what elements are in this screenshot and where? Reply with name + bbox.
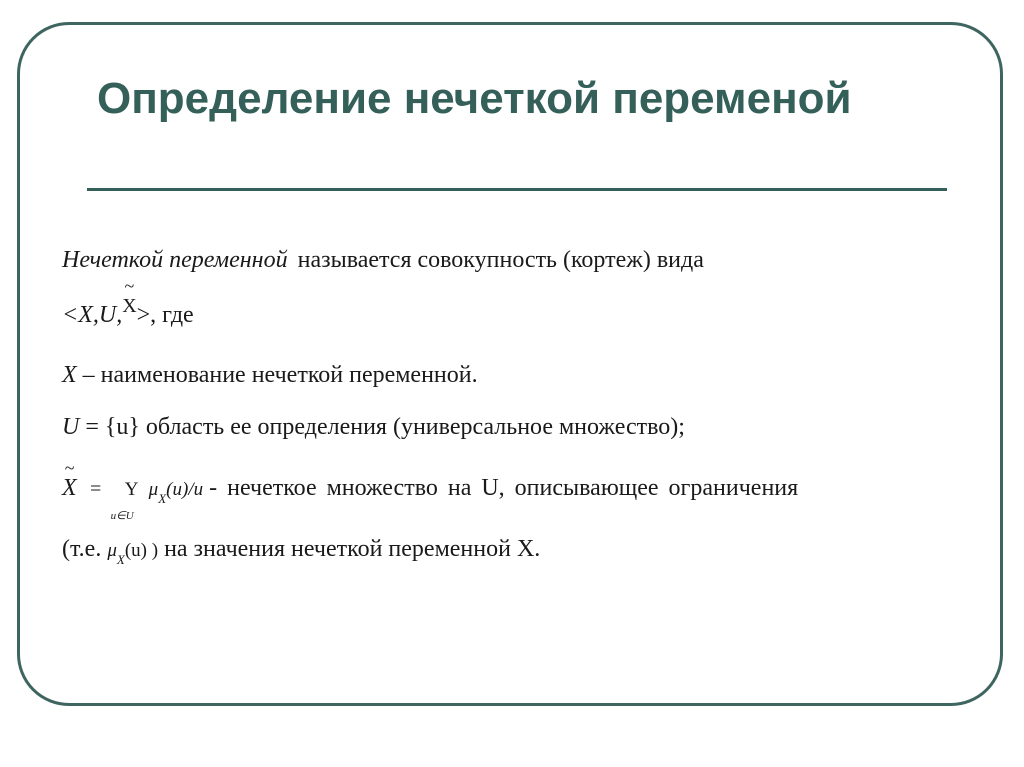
mu-symbol: μ bbox=[148, 479, 159, 500]
ie-open: (т.е. bbox=[62, 536, 102, 562]
definition-line bbox=[62, 245, 704, 275]
tuple-line bbox=[62, 276, 194, 331]
mu-argument: (u)/u bbox=[166, 479, 204, 500]
term-fuzzy-variable: Нечеткой переменной bbox=[62, 247, 288, 273]
constraint-text: на значения нечеткой переменной X. bbox=[164, 536, 541, 562]
tilde-mark: ~ bbox=[124, 276, 135, 296]
slide-title: Определение нечеткой переменой bbox=[97, 74, 852, 123]
u-set: = {u} bbox=[85, 414, 140, 440]
x-definition-line bbox=[62, 360, 478, 390]
x-definition-text: – наименование нечеткой переменной. bbox=[82, 362, 478, 388]
var-x: X bbox=[62, 362, 77, 388]
title-underline bbox=[87, 188, 947, 191]
constraint-line bbox=[62, 534, 540, 567]
u-definition-text: область ее определения (универсальное множество); bbox=[145, 414, 685, 440]
fuzzy-set-description: - нечеткое множество на U, описывающее ограничения bbox=[209, 475, 799, 501]
tuple-open: <X,U, bbox=[62, 302, 123, 328]
union-index: u∈U bbox=[110, 510, 134, 522]
u-definition-line bbox=[62, 412, 685, 442]
x-tilde-symbol: ~ X bbox=[122, 276, 137, 317]
fuzzy-set-line bbox=[62, 458, 990, 522]
x-tilde-lhs: ~ X bbox=[62, 458, 77, 501]
mu-subscript: X bbox=[158, 491, 167, 506]
union-operator: Y u∈U bbox=[115, 475, 149, 505]
equals-sign: = bbox=[90, 478, 102, 500]
mu-argument: (u) ) bbox=[124, 540, 159, 561]
var-u: U bbox=[62, 414, 80, 440]
tilde-mark: ~ bbox=[64, 458, 75, 478]
mu-subscript: X bbox=[116, 552, 125, 567]
mu-symbol: μ bbox=[107, 540, 117, 561]
tuple-close: >, где bbox=[136, 302, 194, 328]
definition-text: называется совокупность (кортеж) вида bbox=[297, 247, 704, 273]
